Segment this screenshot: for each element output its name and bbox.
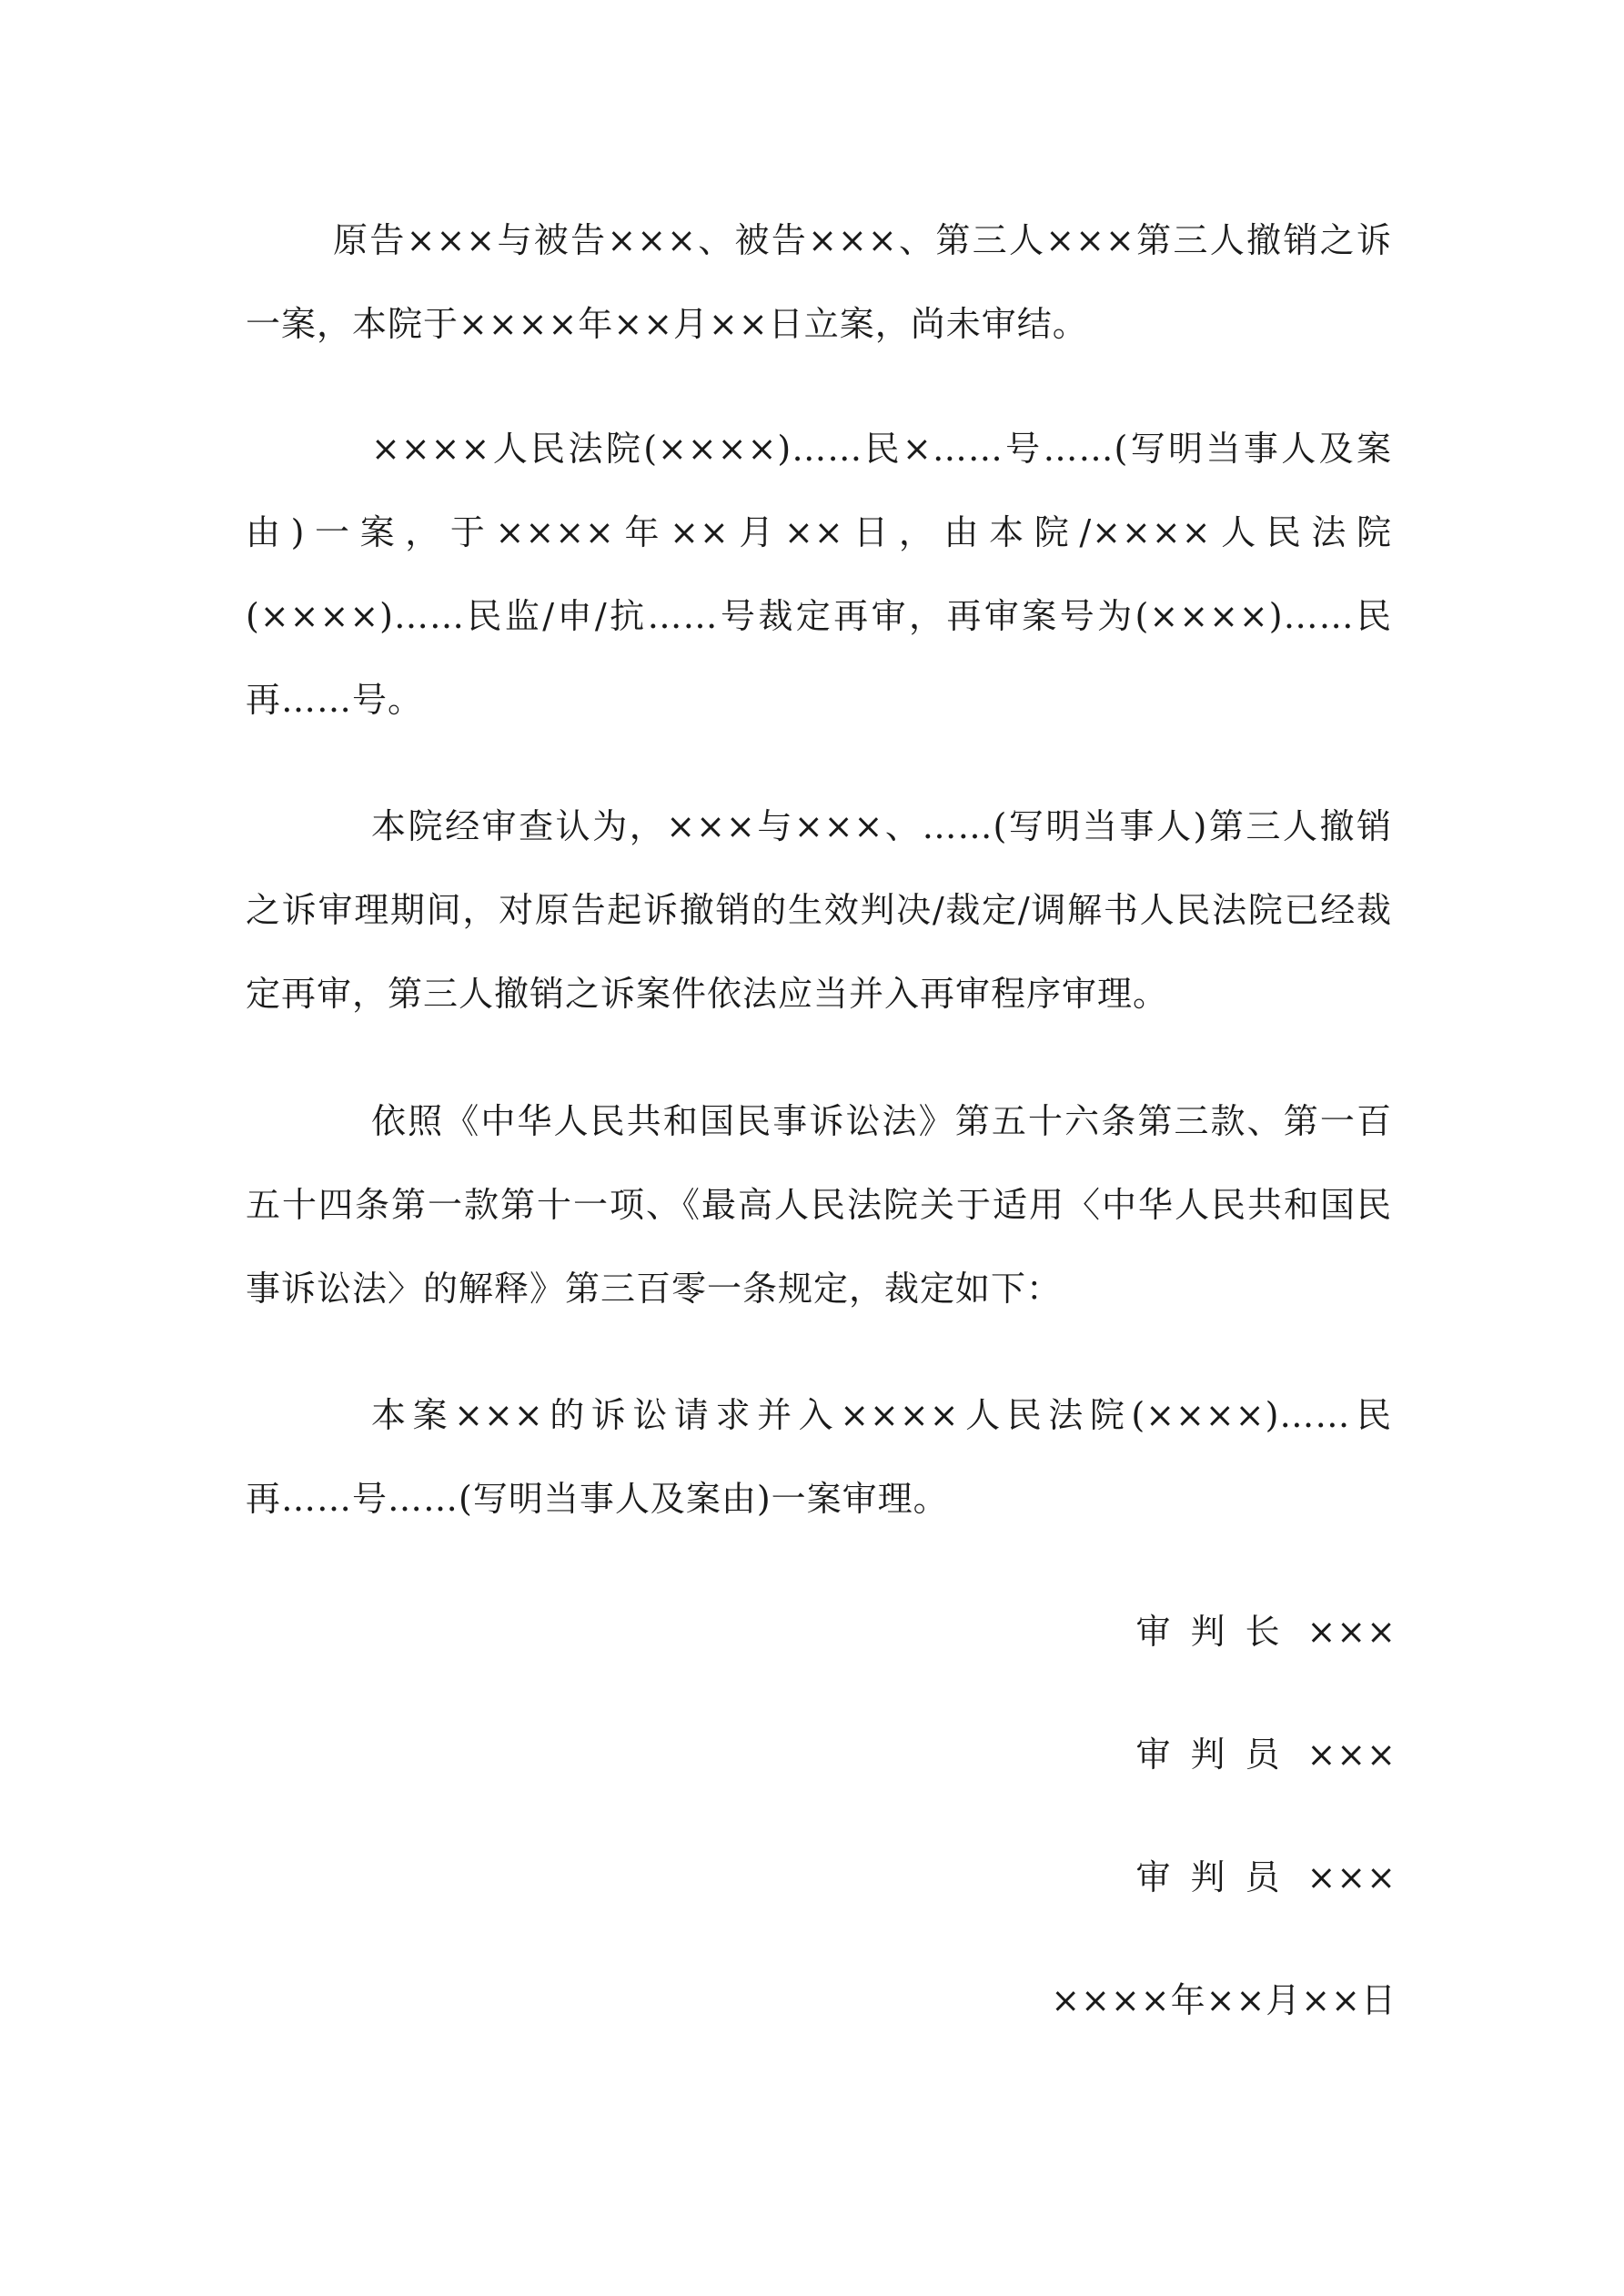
signature-name: ××× [1306, 1857, 1397, 1897]
signature-judge-1 [1135, 1727, 1397, 1782]
signature-presiding-judge [1135, 1604, 1397, 1659]
signature-judge-2 [1135, 1850, 1397, 1905]
paragraph-retrial-info: ××××人民法院(××××)……民×……号……(写明当事人及案由)一案，于××××年××月××日，由本院/××××人民法院(××××)……民监/申/抗……号裁定再审，再审案号为(××××)……民再……号。 [246, 429, 1392, 720]
paragraph-court-review: 本院经审查认为，×××与×××、……(写明当事人)第三人撤销之诉审理期间，对原告起诉撤销的生效判决/裁定/调解书人民法院已经裁定再审，第三人撤销之诉案件依法应当并入再审程序审理。 [246, 806, 1392, 1014]
signature-name: ××× [1306, 1612, 1397, 1652]
signature-role: 审判长 [1135, 1612, 1300, 1652]
document-date: ××××年××月××日 [1051, 1980, 1397, 2020]
paragraph-case-filing: 原告×××与被告×××、被告×××、第三人×××第三人撤销之诉一案，本院于××××年××月××日立案，尚未审结。 [246, 220, 1392, 344]
paragraph-ruling: 本案×××的诉讼请求并入××××人民法院(××××)……民再……号……(写明当事人及案由)一案审理。 [246, 1395, 1392, 1519]
signature-role: 审判员 [1135, 1857, 1300, 1897]
signature-name: ××× [1306, 1735, 1397, 1775]
paragraph-legal-basis: 依照《中华人民共和国民事诉讼法》第五十六条第三款、第一百五十四条第一款第十一项、《最高人民法院关于适用〈中华人民共和国民事诉讼法〉的解释》第三百零一条规定，裁定如下： [246, 1101, 1392, 1309]
signature-role: 审判员 [1135, 1735, 1300, 1775]
